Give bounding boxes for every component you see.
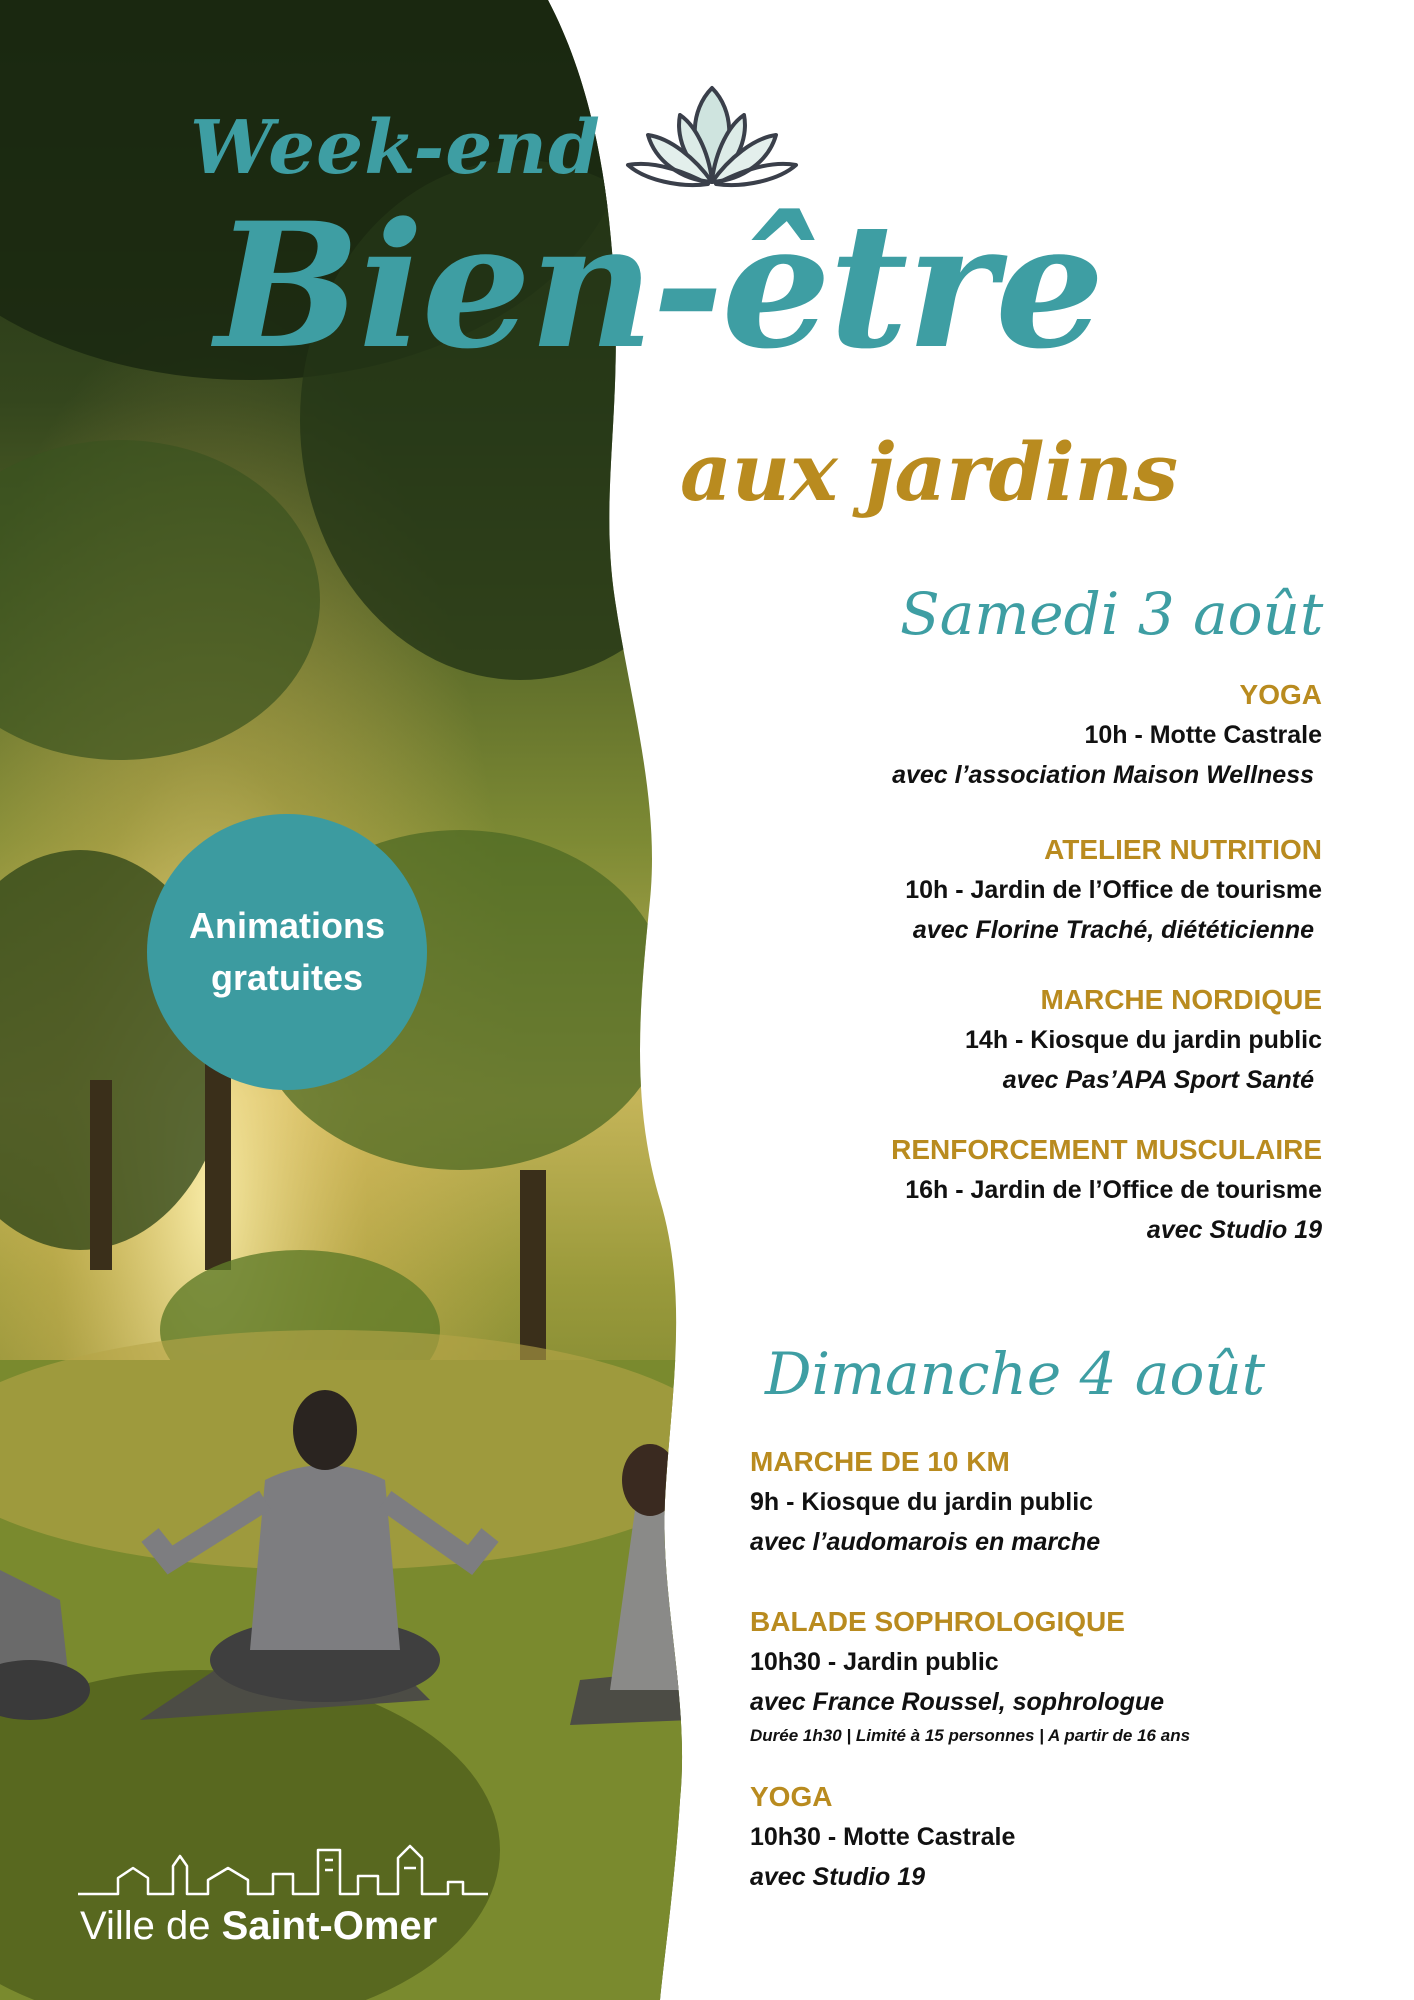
event-host: avec l’audomarois en marche (750, 1528, 1101, 1556)
event-name: YOGA (1239, 679, 1322, 710)
event-time-place: 16h - Jardin de l’Office de tourisme (905, 1176, 1322, 1204)
event-saturday-3 (965, 980, 1322, 1100)
city-logo (78, 1838, 488, 1958)
event-host: avec Studio 19 (1146, 1216, 1322, 1244)
lotus-icon (620, 80, 805, 195)
event-saturday-1 (892, 675, 1322, 795)
day-heading-sunday: Dimanche 4 août (765, 1340, 1266, 1408)
event-note: Durée 1h30 | Limité à 15 personnes | A partir de 16 ans (750, 1726, 1191, 1745)
event-sunday-2 (750, 1602, 1190, 1750)
logo-text (80, 1904, 437, 1949)
event-name: ATELIER NUTRITION (1044, 834, 1322, 865)
event-sunday-3 (750, 1777, 1015, 1897)
badge-line-2: gratuites (210, 957, 364, 998)
title-bien-etre: Bien-être (215, 184, 1103, 387)
event-host: avec Studio 19 (750, 1863, 926, 1891)
event-host: avec l’association Maison Wellness (892, 761, 1314, 789)
event-time-place: 14h - Kiosque du jardin public (965, 1026, 1322, 1054)
event-time-place: 9h - Kiosque du jardin public (750, 1488, 1094, 1516)
event-host: avec Pas’APA Sport Santé (1002, 1066, 1314, 1094)
logo-city: Saint-Omer (221, 1904, 438, 1948)
event-saturday-4 (891, 1130, 1322, 1250)
event-time-place: 10h30 - Motte Castrale (750, 1823, 1016, 1851)
event-name: RENFORCEMENT MUSCULAIRE (891, 1134, 1322, 1165)
event-name: BALADE SOPHROLOGIQUE (750, 1606, 1125, 1637)
title-aux-jardins: aux jardins (680, 425, 1179, 519)
event-time-place: 10h - Jardin de l’Office de tourisme (905, 876, 1322, 904)
event-saturday-2 (905, 830, 1322, 950)
day-heading-saturday: Samedi 3 août (900, 580, 1324, 648)
event-sunday-1 (750, 1442, 1100, 1562)
event-host: avec Florine Traché, diététicienne (912, 916, 1314, 944)
badge-line-1: Animations (188, 905, 385, 946)
free-events-badge (147, 814, 427, 1090)
logo-prefix: Ville de (80, 1904, 222, 1948)
event-name: MARCHE DE 10 KM (750, 1446, 1010, 1477)
event-host: avec France Roussel, sophrologue (750, 1688, 1165, 1716)
event-time-place: 10h30 - Jardin public (750, 1648, 999, 1676)
city-skyline-icon (78, 1838, 488, 1900)
title-week-end: Week-end (190, 105, 601, 191)
event-name: MARCHE NORDIQUE (1040, 984, 1322, 1015)
event-name: YOGA (750, 1781, 833, 1812)
event-time-place: 10h - Motte Castrale (1084, 721, 1322, 749)
